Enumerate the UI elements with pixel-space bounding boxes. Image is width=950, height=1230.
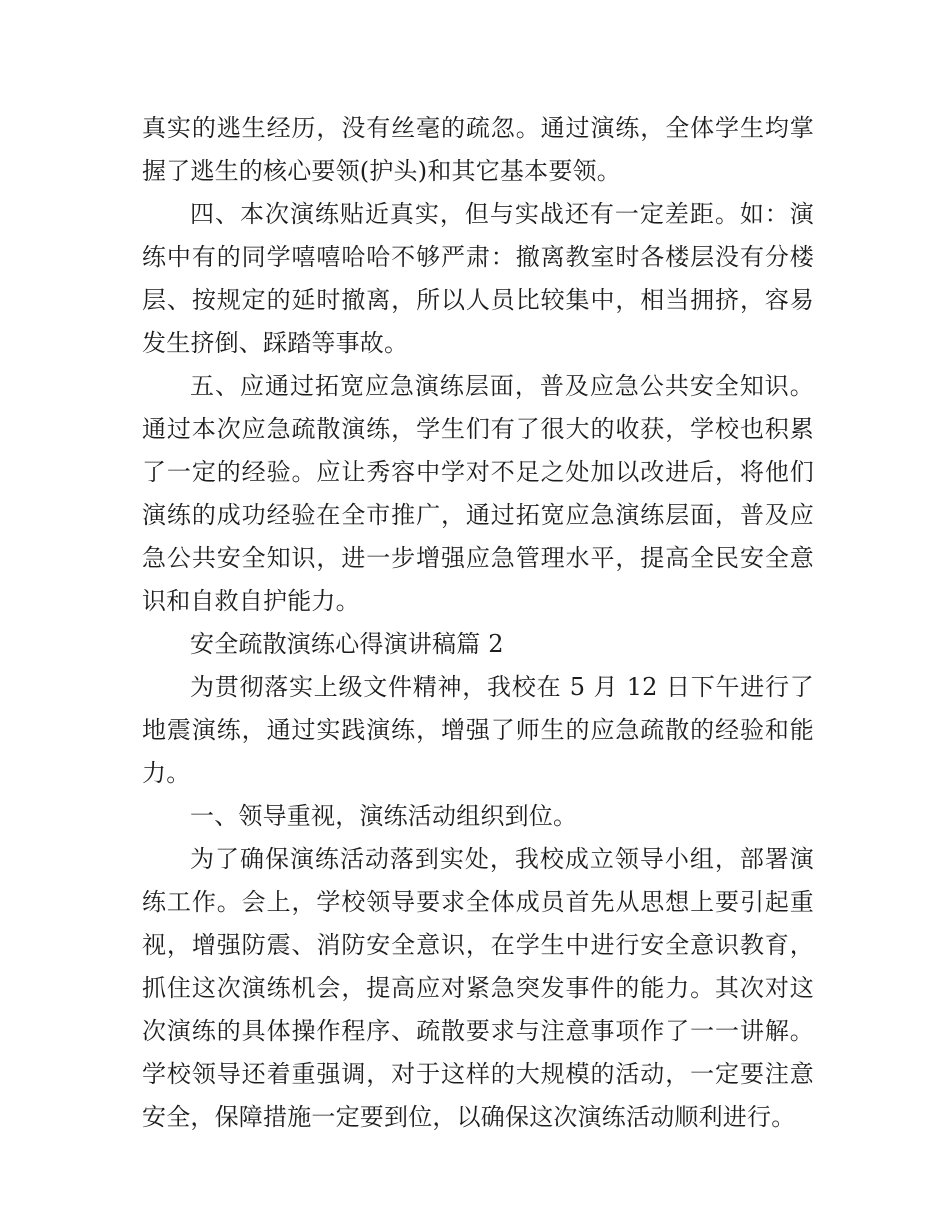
paragraph-point-five: 五、应通过拓宽应急演练层面，普及应急公共安全知识。通过本次应急疏散演练，学生们有了很大的收获，学校也积累了一定的经验。应让秀容中学对不足之处加以改进后，将他们演练的成功经验在全市推广，通过拓宽应急演练层面，普及应急公共安全知识，进一步增强应急管理水平，提高全民安全意识和自救自护能力。 <box>142 372 814 615</box>
paragraph-continuation: 真实的逃生经历，没有丝毫的疏忽。通过演练，全体学生均掌握了逃生的核心要领(护头)和其它基本要领。 <box>142 114 814 185</box>
paragraph-intro: 为贯彻落实上级文件精神，我校在 5 月 12 日下午进行了地震演练，通过实践演练，增强了师生的应急疏散的经验和能力。 <box>142 673 814 787</box>
document-body <box>142 107 814 1139</box>
paragraph-point-four: 四、本次演练贴近真实，但与实战还有一定差距。如：演练中有的同学嘻嘻哈哈不够严肃：撤离教室时各楼层没有分楼层、按规定的延时撤离，所以人员比较集中，相当拥挤，容易发生挤倒、踩踏等事故。 <box>142 200 814 357</box>
paragraph-point-one-heading: 一、领导重视，演练活动组织到位。 <box>190 802 578 830</box>
paragraph-point-one-body: 为了确保演练活动落到实处，我校成立领导小组，部署演练工作。会上，学校领导要求全体成员首先从思想上要引起重视，增强防震、消防安全意识，在学生中进行安全意识教育，抓住这次演练机会，提高应对紧急突发事件的能力。其次对这次演练的具体操作程序、疏散要求与注意事项作了一一讲解。学校领导还着重强调，对于这样的大规模的活动，一定要注意安全，保障措施一定要到位，以确保这次演练活动顺利进行。 <box>142 845 814 1131</box>
section-heading: 安全疏散演练心得演讲稿篇 2 <box>190 630 504 658</box>
